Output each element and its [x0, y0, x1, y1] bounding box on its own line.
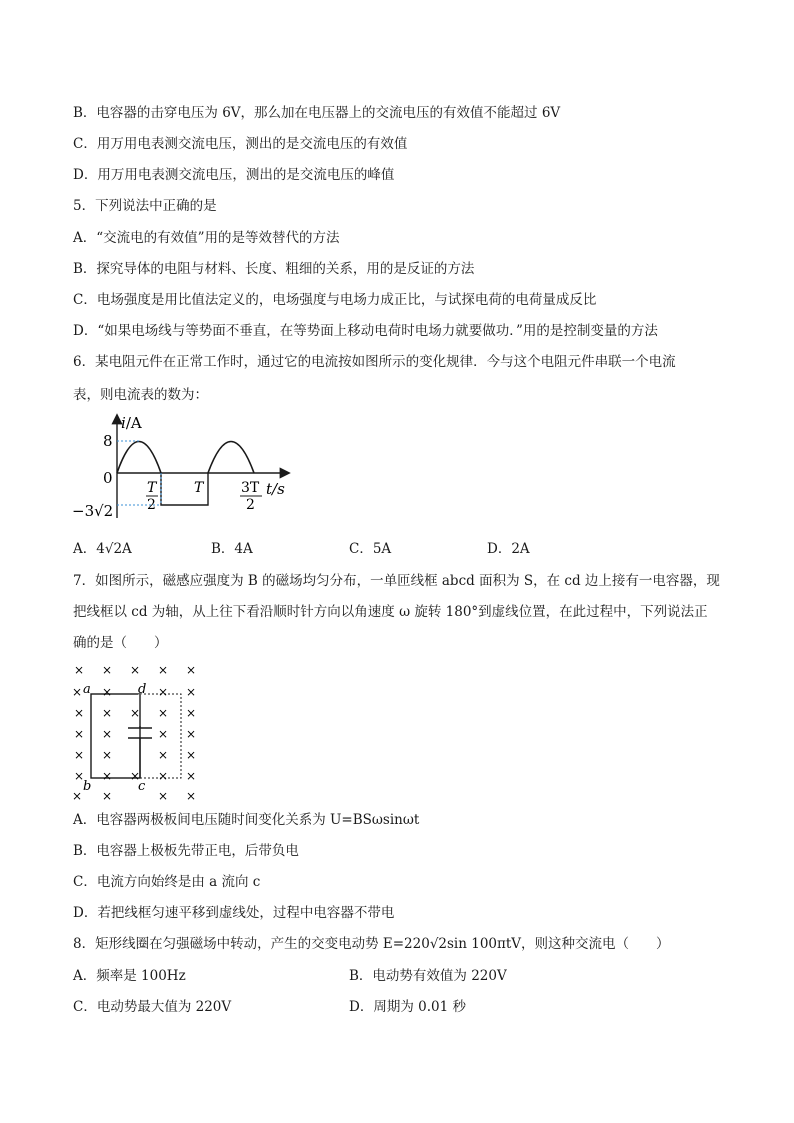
- q6-stem-line1: 6．某电阻元件在正常工作时，通过它的电流按如图所示的变化规律．今与这个电阻元件串联一个电流: [73, 354, 676, 370]
- q5-option-a: A．“交流电的有效值”用的是等效替代的方法: [73, 230, 340, 246]
- field-cross: ×: [158, 706, 169, 720]
- field-cross: ×: [72, 789, 83, 802]
- tick-half-T-num: T: [147, 480, 157, 496]
- field-cross: ×: [186, 769, 197, 783]
- field-cross: ×: [130, 706, 141, 720]
- field-cross: ×: [186, 706, 197, 720]
- label-d: d: [138, 682, 147, 697]
- q6-option-c: C．5A: [349, 541, 392, 557]
- positive-half-wave-1: [117, 442, 161, 474]
- field-cross: ×: [158, 748, 169, 762]
- field-cross: ×: [158, 663, 169, 677]
- field-cross: ×: [130, 663, 141, 677]
- q7-option-d: D．若把线框匀速平移到虚线处，过程中电容器不带电: [73, 905, 395, 921]
- q6-option-a: A．4√2A: [73, 541, 132, 557]
- field-cross: ×: [158, 685, 169, 699]
- field-cross: ×: [158, 789, 169, 802]
- tick-T: T: [194, 480, 204, 496]
- field-cross: ×: [102, 748, 113, 762]
- q5-option-c: C．电场强度是用比值法定义的，电场强度与电场力成正比，与试探电荷的电荷量成反比: [73, 292, 597, 308]
- q4-option-b: B．电容器的击穿电压为 6V，那么加在电压器上的交流电压的有效值不能超过 6V: [73, 105, 561, 121]
- field-cross: ×: [186, 727, 197, 741]
- q7-stem-line2: 把线框以 cd 为轴，从上往下看沿顺时针方向以角速度 ω 旋转 180°到虚线位置，在此过程中，下列说法正: [73, 604, 708, 620]
- field-cross: ×: [72, 685, 83, 699]
- field-cross: ×: [158, 769, 169, 783]
- q8-option-b: B．电动势有效值为 220V: [349, 968, 507, 984]
- current-waveform-graph: [70, 408, 300, 538]
- q6-stem-line2: 表，则电流表的数为：: [73, 387, 208, 403]
- field-cross: ×: [102, 727, 113, 741]
- field-cross: ×: [102, 706, 113, 720]
- q5-option-b: B．探究导体的电阻与材料、长度、粗细的关系，用的是反证的方法: [73, 261, 475, 277]
- origin-label: 0: [103, 469, 113, 487]
- x-axis-label: t/s: [266, 480, 285, 498]
- field-cross: ×: [102, 769, 113, 783]
- tick-3half-T-num: 3T: [241, 480, 260, 496]
- field-cross: ×: [74, 748, 85, 762]
- field-cross: ×: [186, 789, 197, 802]
- q4-option-d: D．用万用电表测交流电压，测出的是交流电压的峰值: [73, 167, 395, 183]
- y-tick-neg: −3√2: [72, 502, 114, 520]
- magnetic-field-diagram: [68, 656, 203, 802]
- q7-stem-line1: 7．如图所示，磁感应强度为 B 的磁场均匀分布，一单匝线框 abcd 面积为 S，在 cd 边上接有一电容器，现: [73, 573, 720, 589]
- q6-option-d: D．2A: [487, 541, 530, 557]
- q5-option-d: D．“如果电场线与等势面不垂直，在等势面上移动电荷时电场力就要做功．”用的是控制变量的方法: [73, 323, 658, 339]
- q4-option-c: C．用万用电表测交流电压，测出的是交流电压的有效值: [73, 136, 408, 152]
- field-cross: ×: [130, 769, 141, 783]
- field-cross: ×: [102, 663, 113, 677]
- field-cross: ×: [74, 769, 85, 783]
- q5-stem: 5．下列说法中正确的是: [73, 198, 217, 214]
- q8-option-d: D．周期为 0.01 秒: [349, 999, 466, 1015]
- field-cross: ×: [102, 789, 113, 802]
- q7-option-c: C．电流方向始终是由 a 流向 c: [73, 874, 261, 890]
- field-cross: ×: [186, 685, 197, 699]
- field-cross: ×: [74, 663, 85, 677]
- field-cross: ×: [186, 748, 197, 762]
- q7-stem-line3: 确的是（ ）: [73, 635, 168, 651]
- q7-option-a: A．电容器两极板间电压随时间变化关系为 U=BSωsinωt: [73, 812, 420, 828]
- q8-stem: 8．矩形线圈在匀强磁场中转动，产生的交变电动势 E=220√2sin 100πtV，则这种交流电（ ）: [73, 936, 670, 952]
- tick-half-T-den: 2: [147, 497, 156, 513]
- q8-option-a: A．频率是 100Hz: [73, 968, 186, 984]
- y-tick-8: 8: [103, 432, 113, 450]
- positive-half-wave-2: [208, 442, 254, 474]
- q7-option-b: B．电容器上极板先带正电，后带负电: [73, 843, 299, 859]
- q8-option-c: C．电动势最大值为 220V: [73, 999, 232, 1015]
- field-cross: ×: [74, 706, 85, 720]
- field-cross: ×: [102, 685, 113, 699]
- label-c: c: [138, 779, 146, 794]
- q6-option-b: B．4A: [211, 541, 253, 557]
- y-axis-label: i/A: [121, 414, 142, 432]
- field-cross: ×: [158, 727, 169, 741]
- field-cross: ×: [186, 663, 197, 677]
- label-b: b: [83, 779, 92, 794]
- label-a: a: [83, 682, 91, 697]
- tick-3half-T-den: 2: [246, 497, 255, 513]
- field-cross: ×: [74, 727, 85, 741]
